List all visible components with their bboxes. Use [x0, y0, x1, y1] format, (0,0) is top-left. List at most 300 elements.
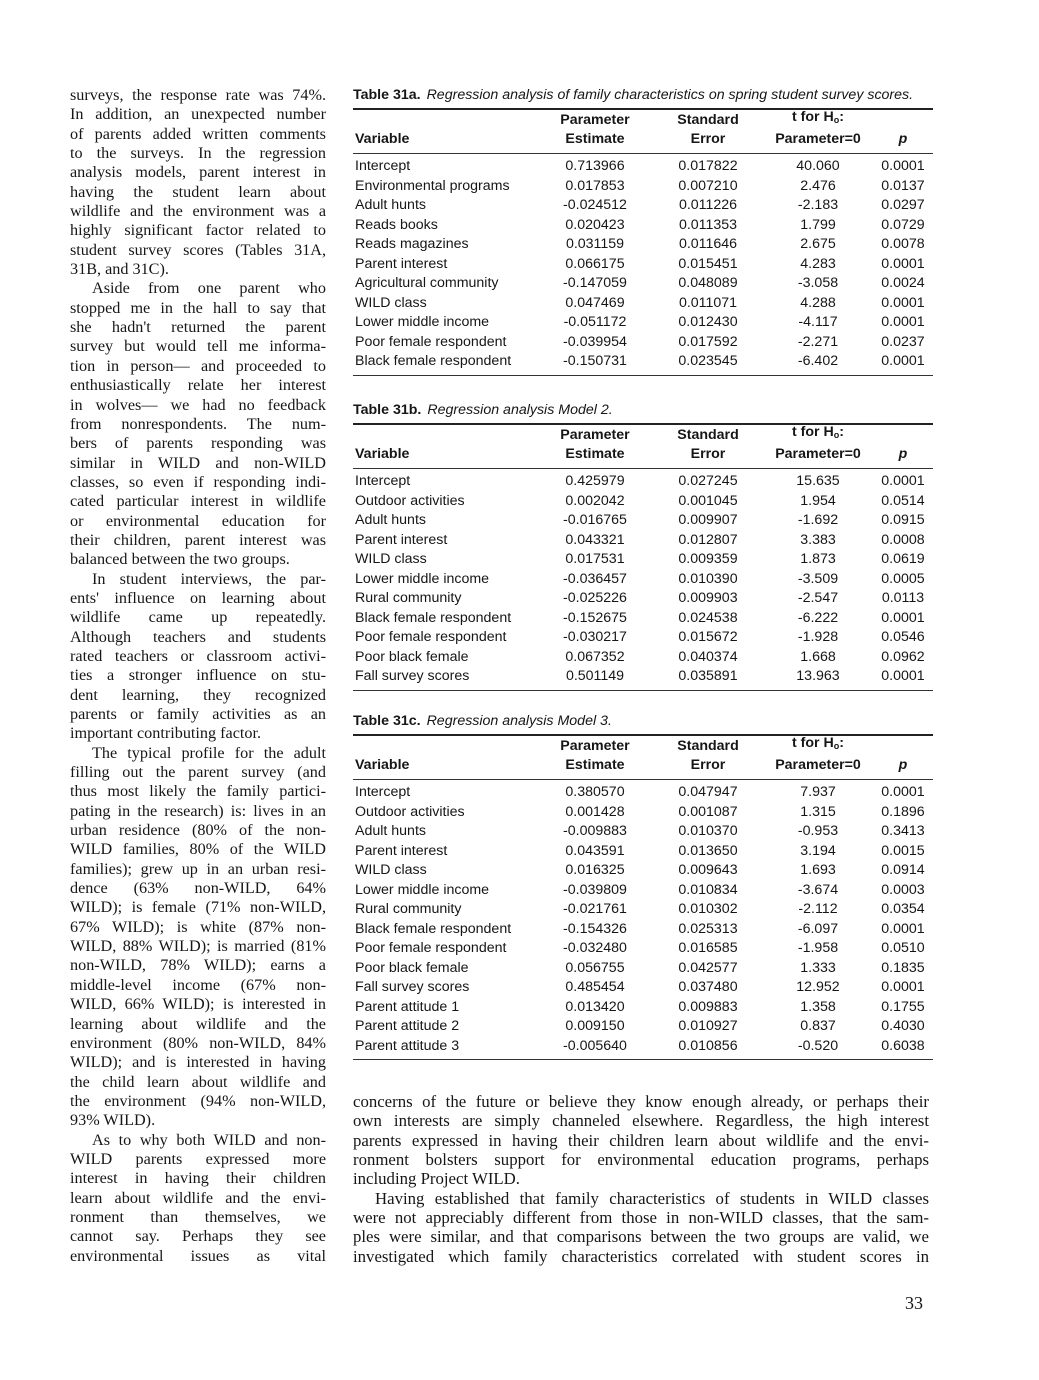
table-row	[353, 1017, 933, 1037]
cell-t: 1.358	[800, 998, 836, 1015]
cell-variable: Poor black female	[355, 959, 469, 976]
bottom-rule	[353, 1059, 933, 1060]
header-line: Parameter=0	[775, 446, 861, 462]
text-line: important contributing factor.	[70, 724, 262, 743]
text-line: to the surveys. In the regression	[70, 144, 326, 163]
text-line: wildlife came up repeatedly.	[70, 608, 326, 627]
cell-t: -2.271	[797, 333, 839, 350]
cell-standard-error: 0.037480	[678, 979, 738, 995]
text-line: parents expressed in having their children learn about wildlife and the envi-	[353, 1130, 929, 1150]
cell-variable: Intercept	[355, 473, 411, 489]
cell-variable: Poor female respondent	[355, 940, 507, 956]
cell-p: 0.0354	[881, 901, 925, 917]
header-line: Standard	[677, 427, 739, 443]
cell-p: 0.3413	[881, 823, 925, 839]
table-row	[353, 570, 933, 590]
text-line: the environment (94% non-WILD,	[70, 1091, 326, 1110]
header-text: t for H	[791, 735, 834, 751]
paragraph	[70, 570, 326, 744]
header-variable: Variable	[355, 131, 410, 147]
cell-p: 0.0001	[881, 255, 925, 272]
cell-t: 7.937	[800, 784, 836, 800]
cell-t: 4.283	[800, 255, 836, 272]
text-line: their children, parent interest was	[70, 530, 326, 549]
cell-variable: Fall survey scores	[355, 979, 470, 995]
cell-estimate: 0.043591	[565, 842, 625, 859]
cell-standard-error: 0.009907	[678, 512, 738, 528]
cell-variable: Poor female respondent	[355, 333, 507, 350]
cell-estimate: 0.017531	[565, 551, 625, 567]
cell-p: 0.6038	[881, 1037, 925, 1054]
table-row	[353, 900, 933, 920]
text-line: ents' influence on learning about	[70, 588, 326, 607]
cell-estimate: 0.047469	[565, 294, 625, 311]
table-row	[353, 609, 933, 629]
header-line: Error	[690, 446, 726, 462]
table-title: Regression analysis Model 3.	[426, 713, 612, 729]
table-row	[353, 177, 933, 197]
text-line: ronment bolsters support for environmental education programs, perhaps	[353, 1150, 929, 1170]
cell-standard-error: 0.001087	[678, 803, 738, 820]
right-text-body	[353, 1092, 929, 1266]
header-text: :	[839, 735, 844, 751]
text-line: WILD); is female (71% non-WILD,	[70, 898, 326, 917]
cell-p: 0.0237	[881, 333, 925, 350]
header-t-stat	[763, 108, 873, 149]
text-line: WILD, 66% WILD); is interested in	[70, 995, 326, 1014]
cell-standard-error: 0.010927	[678, 1018, 738, 1034]
cell-variable: Adult hunts	[355, 197, 426, 213]
cell-t: -2.183	[797, 197, 839, 213]
table-caption	[353, 86, 933, 104]
cell-variable: Rural community	[355, 590, 462, 606]
cell-t: 1.693	[800, 862, 836, 878]
text-line: cated particular interest in wildlife	[70, 492, 326, 511]
cell-standard-error: 0.012430	[678, 314, 738, 330]
cell-p: 0.0914	[881, 862, 925, 878]
cell-t: 40.060	[796, 158, 840, 174]
header-line: Parameter	[560, 112, 630, 128]
cell-p: 0.0001	[881, 314, 925, 330]
text-line: having the student learn about	[70, 182, 326, 201]
cell-t: 1.315	[800, 803, 836, 820]
text-line: including Project WILD.	[353, 1169, 521, 1189]
cell-standard-error: 0.047947	[678, 784, 738, 800]
text-line: student survey scores (Tables 31A,	[70, 240, 326, 259]
table-row	[353, 216, 933, 236]
cell-standard-error: 0.013650	[678, 842, 738, 859]
text-line: urban residence (80% of the non-	[70, 821, 326, 840]
bottom-rule	[353, 690, 933, 691]
cell-estimate: 0.425979	[565, 473, 625, 489]
text-line: concerns of the future or believe they know enough already, or perhaps their	[353, 1092, 929, 1111]
paragraph	[353, 1189, 929, 1266]
table-body	[353, 780, 933, 1059]
cell-standard-error: 0.010370	[678, 823, 738, 839]
cell-standard-error: 0.010834	[678, 881, 738, 898]
text-line: stopped me in the hall to say that	[70, 298, 326, 317]
cell-p: 0.4030	[881, 1018, 925, 1034]
cell-standard-error: 0.023545	[678, 353, 738, 369]
cell-variable: Black female respondent	[355, 353, 512, 369]
cell-variable: Parent interest	[355, 531, 448, 548]
table-row	[353, 352, 933, 372]
table-row	[353, 235, 933, 255]
cell-standard-error: 0.017822	[678, 158, 738, 174]
cell-p: 0.0001	[881, 609, 925, 626]
cell-estimate: 0.016325	[565, 862, 625, 878]
cell-estimate: 0.017853	[565, 177, 625, 194]
table-row	[353, 511, 933, 531]
cell-p: 0.0001	[881, 158, 925, 174]
cell-t: -2.112	[798, 901, 838, 917]
table-row	[353, 492, 933, 512]
table-row	[353, 313, 933, 333]
cell-variable: Black female respondent	[355, 920, 512, 937]
cell-standard-error: 0.009903	[678, 590, 738, 606]
text-line: analysis models, parent interest in	[70, 163, 326, 182]
table-label: Table 31c.	[353, 713, 421, 729]
cell-p: 0.0005	[881, 570, 925, 587]
cell-t: -4.117	[798, 314, 838, 330]
text-line: environment (80% non-WILD, 84%	[70, 1033, 326, 1052]
text-line: learn about wildlife and the envi-	[70, 1188, 326, 1207]
header-line: Error	[690, 131, 726, 147]
text-line: or environmental education for	[70, 511, 326, 530]
text-line: Aside from one parent who	[92, 279, 326, 298]
cell-standard-error: 0.001045	[678, 492, 738, 509]
cell-t: 0.837	[800, 1018, 836, 1034]
cell-variable: Lower middle income	[355, 314, 490, 330]
text-line: she hadn't returned the parent	[70, 318, 326, 337]
header-subscript: o	[833, 115, 840, 125]
header-subscript: o	[833, 430, 840, 440]
cell-t: 2.476	[800, 177, 836, 194]
cell-p: 0.0514	[881, 492, 925, 509]
cell-p: 0.0510	[881, 940, 925, 956]
header-line	[763, 423, 873, 445]
header-text: t for H	[791, 424, 834, 440]
cell-standard-error: 0.016585	[678, 940, 738, 956]
text-line: survey but would tell me informa-	[70, 337, 326, 356]
table-row	[353, 667, 933, 687]
cell-standard-error: 0.009359	[678, 551, 738, 567]
text-line: ronment than themselves, we	[70, 1207, 326, 1226]
cell-estimate: -0.024512	[563, 197, 627, 213]
text-line: rated teachers or classroom activi-	[70, 646, 326, 665]
text-line: balanced between the two groups.	[70, 550, 290, 569]
cell-variable: Poor female respondent	[355, 629, 507, 645]
text-line: As to why both WILD and non-	[92, 1130, 326, 1149]
text-line: enthusiastically relate her interest	[70, 376, 326, 395]
header-p	[873, 756, 933, 775]
cell-t: 15.635	[796, 473, 840, 489]
table-row	[353, 628, 933, 648]
header-variable: Variable	[355, 757, 410, 773]
cell-t: -6.222	[797, 609, 839, 626]
cell-p: 0.0001	[881, 920, 925, 937]
header-line: Estimate	[565, 131, 625, 147]
text-line: environmental issues as vital	[70, 1246, 326, 1265]
header-text: :	[839, 109, 844, 125]
text-line: from nonrespondents. The num-	[70, 414, 326, 433]
cell-estimate: -0.021761	[563, 901, 627, 917]
table-header	[353, 425, 933, 468]
cell-standard-error: 0.017592	[678, 333, 738, 350]
header-text: :	[839, 424, 844, 440]
table-header	[353, 110, 933, 153]
cell-p: 0.0001	[881, 784, 925, 800]
text-line: bers of parents responding was	[70, 434, 326, 453]
cell-t: 1.954	[800, 492, 836, 509]
cell-t: -3.509	[797, 570, 839, 587]
table-body	[353, 154, 933, 375]
text-line: tion in person— and proceeded to	[70, 356, 326, 375]
header-line: Parameter=0	[775, 131, 861, 147]
cell-variable: Intercept	[355, 784, 411, 800]
table-row	[353, 472, 933, 492]
text-line: in wolves— we had no feedback	[70, 395, 326, 414]
table-31c	[353, 712, 933, 1060]
cell-variable: Parent interest	[355, 842, 448, 859]
table-row	[353, 1037, 933, 1057]
text-line: of parents added written comments	[70, 124, 326, 143]
cell-t: 1.873	[800, 551, 836, 567]
text-line: filling out the parent survey (and	[70, 763, 326, 782]
cell-t: 1.333	[800, 959, 836, 976]
text-line: highly significant factor related to	[70, 221, 326, 240]
header-line: Error	[690, 757, 726, 773]
cell-p: 0.0008	[881, 531, 925, 548]
cell-variable: Parent attitude 2	[355, 1018, 460, 1034]
cell-p: 0.0619	[881, 551, 925, 567]
table-label: Table 31a.	[353, 87, 421, 103]
cell-t: -6.402	[797, 353, 839, 369]
header-standard-error	[653, 426, 763, 464]
cell-estimate: 0.380570	[565, 784, 625, 800]
cell-t: -1.928	[797, 629, 839, 645]
text-line: ples were similar, and that comparisons between the two groups are valid, we	[353, 1227, 929, 1247]
cell-p: 0.0001	[881, 979, 925, 995]
cell-variable: Intercept	[355, 158, 411, 174]
table-row	[353, 196, 933, 216]
header-estimate	[545, 111, 645, 149]
cell-estimate: -0.030217	[563, 629, 627, 645]
cell-variable: Poor black female	[355, 648, 469, 665]
cell-standard-error: 0.015451	[678, 255, 738, 272]
cell-p: 0.0915	[881, 512, 925, 528]
cell-p: 0.1755	[881, 998, 925, 1015]
cell-variable: Parent attitude 1	[355, 998, 460, 1015]
table-row	[353, 294, 933, 314]
cell-t: 1.799	[800, 216, 836, 233]
header-line: Standard	[677, 738, 739, 754]
text-line: the child learn about wildlife and	[70, 1072, 326, 1091]
table-title: Regression analysis of family characteristics on spring student survey scores.	[426, 87, 914, 103]
cell-estimate: -0.039954	[563, 333, 627, 350]
cell-estimate: 0.485454	[565, 979, 625, 995]
table-row	[353, 550, 933, 570]
text-line: ties a stronger influence on stu-	[70, 666, 326, 685]
cell-standard-error: 0.027245	[678, 473, 738, 489]
cell-estimate: 0.501149	[565, 668, 625, 684]
header-line: Estimate	[565, 757, 625, 773]
cell-t: 12.952	[796, 979, 840, 995]
text-line: similar in WILD and non-WILD	[70, 453, 326, 472]
cell-variable: Outdoor activities	[355, 492, 465, 509]
cell-p: 0.0078	[881, 236, 925, 252]
cell-estimate: 0.043321	[565, 531, 625, 548]
text-line: WILD families, 80% of the WILD	[70, 840, 326, 859]
table-row	[353, 648, 933, 668]
cell-p: 0.0024	[881, 275, 925, 291]
left-text-column	[70, 86, 326, 1266]
header-p	[873, 130, 933, 149]
text-line: WILD, 88% WILD); is married (81%	[70, 937, 326, 956]
text-line: WILD parents expressed more	[70, 1149, 326, 1168]
header-line: p	[898, 446, 908, 462]
cell-p: 0.0962	[881, 648, 925, 665]
table-caption	[353, 401, 933, 419]
cell-variable: Agricultural community	[355, 275, 499, 291]
paragraph	[70, 744, 326, 1131]
text-line: In student interviews, the par-	[92, 569, 326, 588]
cell-p: 0.0003	[881, 881, 925, 898]
cell-t: -2.547	[797, 590, 839, 606]
cell-estimate: -0.039809	[563, 881, 627, 898]
header-standard-error	[653, 111, 763, 149]
paragraph	[70, 86, 326, 279]
cell-t: 3.194	[800, 842, 836, 859]
cell-standard-error: 0.024538	[678, 609, 738, 626]
text-line: investigated which family characteristics correlated with student scores in	[353, 1246, 929, 1266]
cell-variable: Parent interest	[355, 255, 448, 272]
text-line: parents or family activities as an	[70, 705, 326, 723]
header-line: Parameter	[560, 427, 630, 443]
header-text: t for H	[791, 109, 834, 125]
cell-estimate: 0.002042	[565, 492, 625, 509]
cell-variable: Outdoor activities	[355, 803, 465, 820]
header-line: Parameter=0	[775, 757, 861, 773]
cell-variable: Adult hunts	[355, 512, 426, 528]
cell-variable: WILD class	[355, 862, 427, 878]
cell-variable: Rural community	[355, 901, 462, 917]
cell-variable: WILD class	[355, 294, 427, 311]
cell-estimate: -0.016765	[563, 512, 627, 528]
table-caption	[353, 712, 933, 730]
cell-t: -0.520	[797, 1037, 839, 1054]
cell-standard-error: 0.011226	[678, 197, 738, 213]
text-line: learning about wildlife and the	[70, 1014, 326, 1033]
cell-p: 0.0001	[881, 294, 925, 311]
text-line: were not appreciably different from those in non-WILD classes, that the sam-	[353, 1208, 929, 1228]
text-line: classes, so even if responding indi-	[70, 472, 326, 491]
text-line: interest in having their children	[70, 1169, 326, 1188]
table-31a	[353, 86, 933, 376]
cell-standard-error: 0.011646	[678, 236, 738, 252]
header-line: Estimate	[565, 446, 625, 462]
cell-estimate: -0.009883	[563, 823, 627, 839]
header-estimate	[545, 426, 645, 464]
cell-standard-error: 0.011353	[678, 216, 738, 233]
table-title: Regression analysis Model 2.	[427, 402, 613, 418]
cell-p: 0.1896	[881, 803, 925, 820]
text-line: Having established that family characteristics of students in WILD classes	[375, 1188, 929, 1208]
cell-t: 2.675	[800, 236, 836, 252]
cell-p: 0.0015	[881, 842, 925, 859]
cell-estimate: 0.013420	[565, 998, 625, 1015]
header-p	[873, 445, 933, 464]
table-row	[353, 920, 933, 940]
header-variable: Variable	[355, 446, 410, 462]
header-subscript: o	[833, 741, 840, 751]
table-body	[353, 469, 933, 690]
header-line: Parameter	[560, 738, 630, 754]
cell-t: -3.058	[797, 275, 839, 291]
text-line: wildlife and the environment was a	[70, 202, 326, 221]
cell-standard-error: 0.010390	[678, 570, 738, 587]
cell-standard-error: 0.009643	[678, 862, 738, 878]
cell-variable: Environmental programs	[355, 177, 510, 194]
table-row	[353, 255, 933, 275]
cell-t: 1.668	[800, 648, 836, 665]
text-line: WILD); and is interested in having	[70, 1053, 326, 1072]
cell-standard-error: 0.040374	[678, 648, 738, 665]
table-row	[353, 822, 933, 842]
cell-p: 0.0729	[881, 216, 925, 233]
cell-p: 0.1835	[881, 959, 925, 976]
table-row	[353, 881, 933, 901]
cell-variable: WILD class	[355, 551, 427, 567]
cell-standard-error: 0.010856	[678, 1037, 738, 1054]
cell-variable: Reads magazines	[355, 236, 469, 252]
cell-estimate: -0.036457	[563, 570, 627, 587]
cell-t: 3.383	[800, 531, 836, 548]
bottom-rule	[353, 375, 933, 376]
cell-p: 0.0001	[881, 353, 925, 369]
cell-standard-error: 0.010302	[678, 901, 738, 917]
cell-variable: Fall survey scores	[355, 668, 470, 684]
header-t-stat	[763, 423, 873, 464]
cell-standard-error: 0.012807	[678, 531, 738, 548]
cell-estimate: 0.031159	[565, 236, 625, 252]
table-label: Table 31b.	[353, 402, 422, 418]
header-line: Standard	[677, 112, 739, 128]
text-line: The typical profile for the adult	[92, 743, 326, 762]
header-line: p	[898, 131, 908, 147]
table-row	[353, 803, 933, 823]
cell-standard-error: 0.025313	[678, 920, 738, 937]
table-row	[353, 157, 933, 177]
table-row	[353, 959, 933, 979]
cell-p: 0.0113	[881, 590, 925, 606]
table-row	[353, 998, 933, 1018]
text-line: thus most likely the family partici-	[70, 782, 326, 801]
table-row	[353, 531, 933, 551]
header-standard-error	[653, 737, 763, 775]
table-row	[353, 939, 933, 959]
cell-variable: Reads books	[355, 216, 438, 233]
cell-t: 4.288	[800, 294, 836, 311]
cell-estimate: -0.051172	[563, 314, 627, 330]
text-line: own interests are simply channeled elsewhere. Regardless, the high interest	[353, 1111, 929, 1131]
cell-variable: Parent attitude 3	[355, 1037, 460, 1054]
page-number: 33	[905, 1293, 923, 1313]
table-row	[353, 842, 933, 862]
text-line: cannot say. Perhaps they see	[70, 1227, 326, 1246]
text-line: surveys, the response rate was 74%.	[70, 86, 326, 104]
paragraph	[70, 279, 326, 569]
